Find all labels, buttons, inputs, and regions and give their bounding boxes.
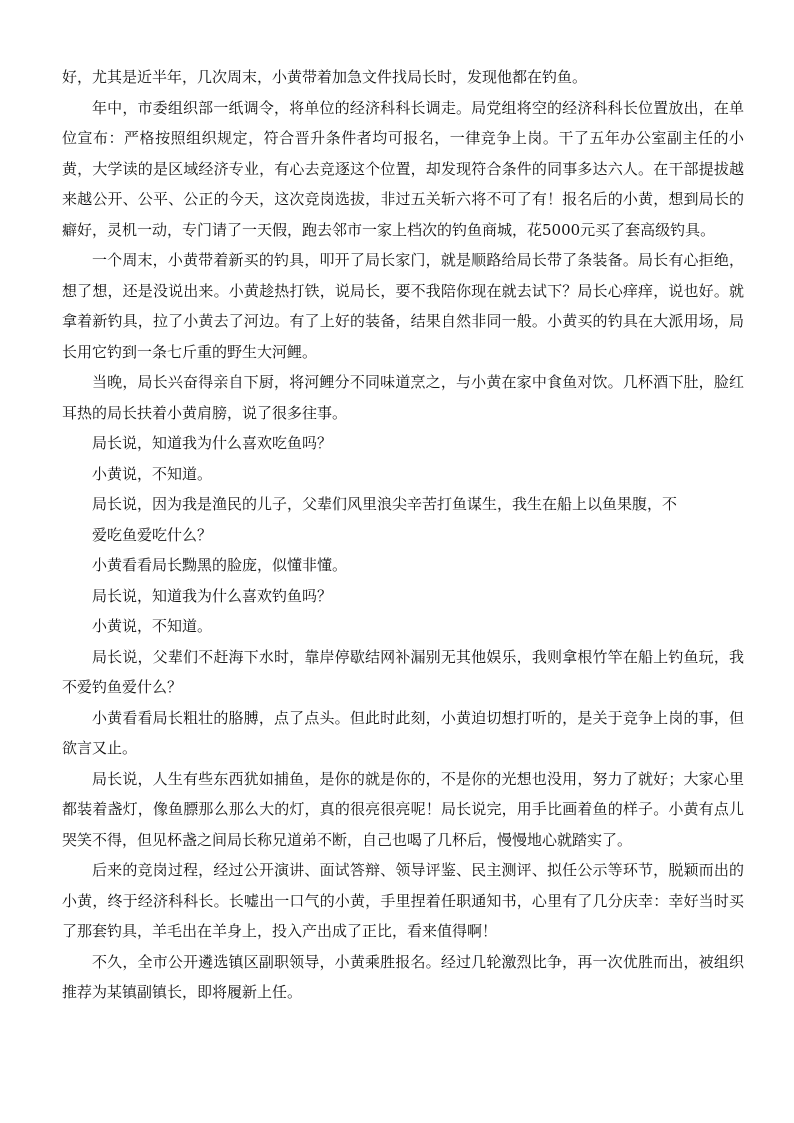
paragraph: 后来的竞岗过程，经过公开演讲、面试答辩、领导评鉴、民主测评、拟任公示等环节，脱颖而出的小黄，终于经济科科长。长嘘出一口气的小黄，手里捏着任职通知书，心里有了几分庆幸：幸好当时买了那套钓具，羊毛出在羊身上，投入产出成了正比，看来值得啊！: [62, 861, 744, 940]
paragraph: 当晚，局长兴奋得亲自下厨，将河鲤分不同味道烹之，与小黄在家中食鱼对饮。几杯酒下肚，脸红耳热的局长扶着小黄肩膀，说了很多往事。: [62, 373, 744, 422]
paragraph: 年中，市委组织部一纸调令，将单位的经济科科长调走。局党组将空的经济科科长位置放出，在单位宣布：严格按照组织规定，符合晋升条件者均可报名，一律竞争上岗。干了五年办公室副主任的小黄，大学读的是区域经济专业，有心去竞逐这个位置，却发现符合条件的同事多达六人。在干部提拔越来越公开、公平、公正的今天，这次竞岗选拔，非过五关斩六将不可了有！报名后的小黄，想到局长的癖好，灵机一动，专门请了一天假，跑去邻市一家上档次的钓鱼商城，花5000元买了套高级钓具。: [62, 98, 744, 239]
paragraph: 一个周末，小黄带着新买的钓具，叩开了局长家门，就是顺路给局长带了条装备。局长有心拒绝，想了想，还是没说出来。小黄趁热打铁，说局长，要不我陪你现在就去试下？局长心痒痒，说也好。就拿着新钓具，拉了小黄去了河边。有了上好的装备，结果自然非同一般。小黄买的钓具在大派用场，局长用它钓到一条七斤重的野生大河鲤。: [62, 251, 744, 361]
paragraph: 小黄看看局长黝黑的脸庞，似懂非懂。: [92, 556, 348, 574]
paragraph: 不久，全市公开遴选镇区副职领导，小黄乘胜报名。经过几轮激烈比争，再一次优胜而出，被组织推荐为某镇副镇长，即将履新上任。: [62, 952, 744, 1001]
paragraph: 局长说，父辈们不赶海下水时，靠岸停歇结网补漏别无其他娱乐，我则拿根竹竿在船上钓鱼玩，我不爱钓鱼爱什么？: [62, 647, 744, 696]
paragraph: 好，尤其是近半年，几次周末，小黄带着加急文件找局长时，发现他都在钓鱼。: [62, 68, 588, 86]
paragraph: 爱吃鱼爱吃什么？: [92, 525, 213, 544]
paragraph: 局长说，知道我为什么喜欢吃鱼吗？: [92, 434, 333, 452]
paragraph: 局长说，知道我为什么喜欢钓鱼吗？: [92, 586, 333, 605]
paragraph: 局长说，因为我是渔民的儿子，父辈们风里浪尖辛苦打鱼谋生，我生在船上以鱼果腹，不: [92, 495, 678, 513]
paragraph: 小黄说，不知道。: [92, 617, 213, 635]
paragraph: 小黄说，不知道。: [92, 464, 213, 483]
paragraph: 小黄看看局长粗壮的胳膊，点了点头。但此时此刻，小黄迫切想打听的，是关于竞争上岗的事，但欲言又止。: [62, 708, 744, 757]
paragraph: 局长说，人生有些东西犹如捕鱼，是你的就是你的，不是你的光想也没用，努力了就好；大家心里都装着盏灯，像鱼膘那么那么大的灯，真的很亮很亮呢！局长说完，用手比画着鱼的样子。小黄有点儿哭笑不得，但见杯盏之间局长称兄道弟不断，自己也喝了几杯后，慢慢地心就踏实了。: [62, 769, 744, 849]
document-page: [62, 62, 744, 1008]
